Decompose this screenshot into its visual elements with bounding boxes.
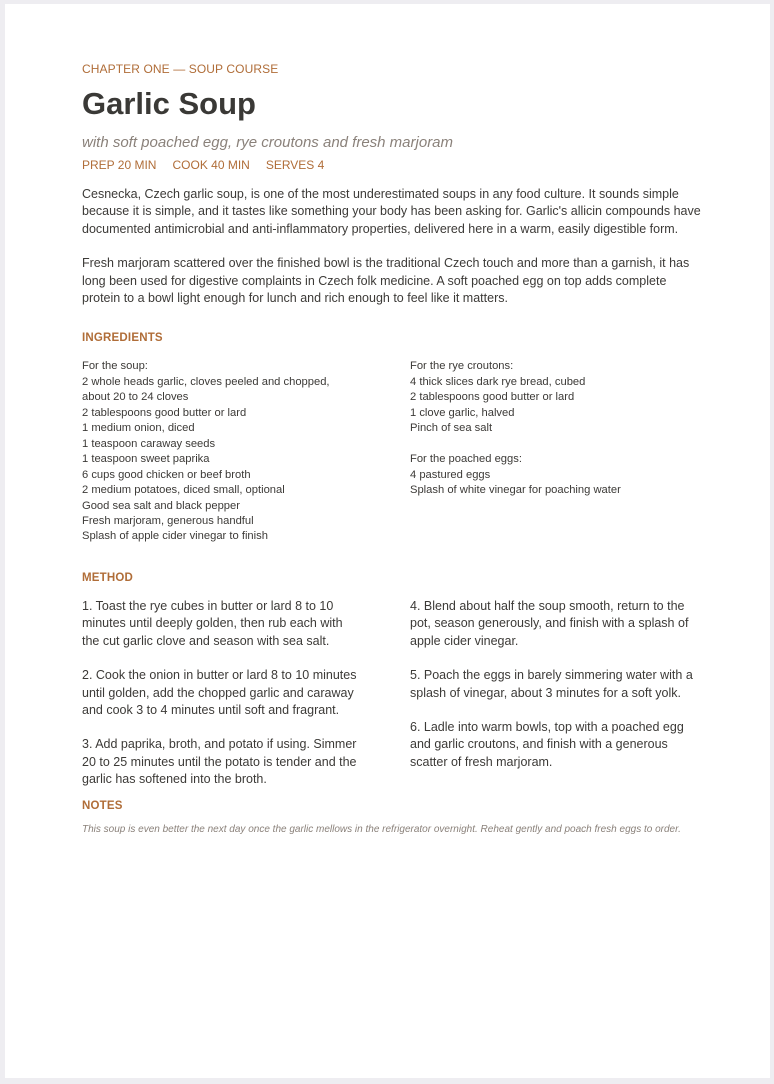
ingredient-item: 2 whole heads garlic, cloves peeled and chopped, bbox=[82, 375, 330, 388]
chapter-label: CHAPTER ONE — SOUP COURSE bbox=[82, 62, 279, 76]
recipe-content bbox=[82, 62, 702, 837]
ingredients-soup-column bbox=[82, 359, 410, 544]
intro-paragraph-2: Fresh marjoram scattered over the finished bowl is the traditional Czech touch and more than a garnish, it has long been used for digestive complaints in Czech folk medicine. A soft poached egg on top adds complete protein to a bowl light enough for lunch and rich enough to feel like it matters. bbox=[82, 256, 690, 306]
method-step: 5. Poach the eggs in barely simmering water with a splash of vinegar, about 3 minutes for a soft yolk. bbox=[410, 668, 693, 700]
ingredient-spacer bbox=[410, 437, 702, 452]
method-step: 1. Toast the rye cubes in butter or lard 8 to 10 minutes until deeply golden, then rub each with the cut garlic clove and season with sea salt. bbox=[82, 598, 343, 648]
ingredient-item: Splash of white vinegar for poaching water bbox=[410, 484, 621, 497]
method-step: 2. Cook the onion in butter or lard 8 to 10 minutes until golden, add the chopped garlic and caraway and cook 3 to 4 minutes until soft and fragrant. bbox=[82, 668, 357, 717]
ingredient-item: Pinch of sea salt bbox=[410, 422, 493, 435]
servings: SERVES 4 bbox=[265, 158, 325, 172]
ingredient-item: 6 cups good chicken or beef broth bbox=[82, 468, 251, 481]
ingredient-group-heading: For the rye croutons: bbox=[410, 360, 514, 373]
page-title: Garlic Soup bbox=[82, 86, 256, 121]
method-left-column bbox=[82, 598, 410, 789]
method-step: 3. Add paprika, broth, and potato if using. Simmer 20 to 25 minutes until the potato is tender and the garlic has softened into the broth. bbox=[82, 737, 357, 787]
ingredient-item: 4 thick slices dark rye bread, cubed bbox=[410, 375, 586, 388]
ingredient-item: 4 pastured eggs bbox=[410, 468, 491, 481]
intro-paragraph-1: Cesnecka, Czech garlic soup, is one of the most underestimated soups in any food culture. It sounds simple because it is simple, and it tastes like something your body has been asking for. Garlic's allicin compounds have documented antimicrobial and anti-inflammatory properties, delivered here in a warm, easily digestible form. bbox=[82, 187, 701, 236]
ingredient-item: 2 tablespoons good butter or lard bbox=[82, 406, 247, 419]
ingredient-group-heading: For the poached eggs: bbox=[410, 453, 522, 466]
ingredient-item: Splash of apple cider vinegar to finish bbox=[82, 530, 268, 543]
recipe-subtitle: with soft poached egg, rye croutons and fresh marjoram bbox=[82, 134, 454, 151]
recipe-meta bbox=[82, 158, 702, 172]
method-heading: METHOD bbox=[82, 571, 134, 584]
ingredient-item: Good sea salt and black pepper bbox=[82, 499, 240, 512]
ingredients-heading: INGREDIENTS bbox=[82, 332, 163, 345]
ingredient-item: Fresh marjoram, generous handful bbox=[82, 514, 254, 527]
ingredient-item: 1 medium onion, diced bbox=[82, 422, 195, 435]
ingredient-item: 1 teaspoon caraway seeds bbox=[82, 437, 216, 450]
notes-text: This soup is even better the next day once the garlic mellows in the refrigerator overnight. Reheat gently and poach fresh eggs to order. bbox=[82, 823, 681, 835]
ingredient-item: about 20 to 24 cloves bbox=[82, 391, 189, 404]
method-step: 4. Blend about half the soup smooth, return to the pot, season generously, and finish with a splash of apple cider vinegar. bbox=[410, 598, 689, 648]
ingredients-croutons-eggs-column bbox=[410, 359, 702, 544]
ingredient-item: 2 medium potatoes, diced small, optional bbox=[82, 484, 285, 497]
notes-heading: NOTES bbox=[82, 799, 123, 812]
prep-time: PREP 20 MIN bbox=[82, 158, 157, 172]
cook-time: COOK 40 MIN bbox=[172, 158, 250, 172]
ingredient-item: 2 tablespoons good butter or lard bbox=[410, 391, 575, 404]
recipe-page bbox=[5, 4, 770, 1078]
method-steps bbox=[82, 598, 702, 789]
ingredient-item: 1 teaspoon sweet paprika bbox=[82, 453, 210, 466]
ingredient-group-heading: For the soup: bbox=[82, 360, 148, 373]
ingredients-list bbox=[82, 359, 702, 544]
method-step: 6. Ladle into warm bowls, top with a poached egg and garlic croutons, and finish with a generous scatter of fresh marjoram. bbox=[410, 719, 684, 769]
ingredient-item: 1 clove garlic, halved bbox=[410, 406, 515, 419]
method-right-column bbox=[410, 598, 702, 789]
intro-text bbox=[82, 186, 702, 307]
